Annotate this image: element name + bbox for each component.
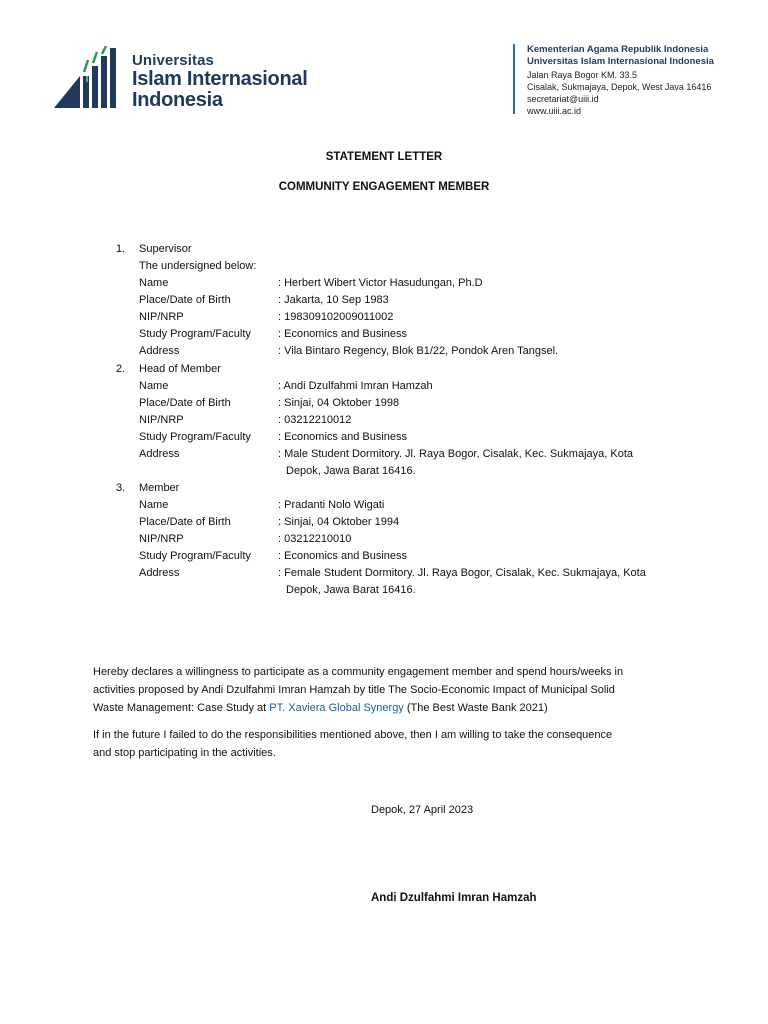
field-label: Place/Date of Birth	[139, 294, 231, 306]
address-line-2: Cisalak, Sukmajaya, Depok, West Java 16416	[527, 81, 712, 92]
field-label: Study Program/Faculty	[139, 550, 251, 562]
company-link[interactable]: PT. Xaviera Global Synergy	[269, 702, 404, 714]
declaration-text: (The Best Waste Bank 2021)	[403, 702, 548, 714]
logo-line-2: Islam Internasional	[132, 68, 308, 90]
commitment-line: and stop participating in the activities.	[93, 747, 276, 759]
supervisor-program: : Economics and Business	[278, 328, 408, 340]
commitment-paragraph	[93, 726, 683, 762]
logo-wordmark	[132, 52, 307, 111]
field-label: Name	[139, 380, 169, 392]
head-program: : Economics and Business	[278, 431, 408, 443]
field-label: NIP/NRP	[139, 311, 184, 323]
letter-subtitle: COMMUNITY ENGAGEMENT MEMBER	[278, 181, 490, 193]
head-name: : Andi Dzulfahmi Imran Hamzah	[278, 380, 433, 392]
section-number: 1.	[116, 243, 126, 255]
field-label: Place/Date of Birth	[139, 516, 231, 528]
letter-title: STATEMENT LETTER	[325, 151, 443, 163]
field-label: NIP/NRP	[139, 533, 184, 545]
uiii-logo-icon	[54, 46, 122, 112]
section-heading: Member	[139, 482, 180, 494]
commitment-line: If in the future I failed to do the responsibilities mentioned above, then I am willing to take the consequence	[93, 729, 613, 741]
supervisor-birth: : Jakarta, 10 Sep 1983	[278, 294, 389, 306]
member-address-line-2: Depok, Jawa Barat 16416.	[286, 584, 416, 596]
declaration-line: Hereby declares a willingness to participate as a community engagement member and spend hours/weeks in	[93, 666, 624, 678]
field-label: Name	[139, 277, 169, 289]
section-number: 3.	[116, 482, 126, 494]
member-name: : Pradanti Nolo Wigati	[278, 499, 385, 511]
field-label: Name	[139, 499, 169, 511]
member-address-line-1: : Female Student Dormitory. Jl. Raya Bogor, Cisalak, Kec. Sukmajaya, Kota	[278, 567, 646, 579]
ministry-name: Kementerian Agama Republik Indonesia	[527, 44, 709, 55]
member-nip: : 03212210010	[278, 533, 352, 545]
university-logo	[54, 46, 314, 116]
declaration-line: activities proposed by Andi Dzulfahmi Imran Hamzah by title The Socio-Economic Impact of Municipal Solid	[93, 684, 615, 696]
field-label: Address	[139, 448, 180, 460]
supervisor-address: : Vila Bintaro Regency, Blok B1/22, Pondok Aren Tangsel.	[278, 345, 559, 357]
section-number: 2.	[116, 363, 126, 375]
logo-line-3: Indonesia	[132, 89, 223, 111]
field-label: Address	[139, 345, 180, 357]
supervisor-name: : Herbert Wibert Victor Hasudungan, Ph.D	[278, 277, 483, 289]
declaration-paragraph	[93, 663, 683, 717]
field-label: Study Program/Faculty	[139, 431, 251, 443]
declaration-line	[93, 699, 683, 717]
logo-line-1: Universitas	[132, 52, 214, 69]
signer-name: Andi Dzulfahmi Imran Hamzah	[371, 892, 537, 904]
member-program: : Economics and Business	[278, 550, 408, 562]
field-label: Place/Date of Birth	[139, 397, 231, 409]
field-label: Address	[139, 567, 180, 579]
section-heading: Supervisor	[139, 243, 192, 255]
letterhead-contact	[513, 44, 714, 117]
head-address-line-1: : Male Student Dormitory. Jl. Raya Bogor, Cisalak, Kec. Sukmajaya, Kota	[278, 448, 634, 460]
declaration-text: Waste Management: Case Study at	[93, 702, 270, 714]
contact-website: www.uiii.ac.id	[527, 106, 582, 117]
university-name: Universitas Islam Internasional Indonesia	[527, 56, 714, 68]
field-label: Study Program/Faculty	[139, 328, 251, 340]
head-address-line-2: Depok, Jawa Barat 16416.	[286, 465, 416, 477]
member-birth: : Sinjai, 04 Oktober 1994	[278, 516, 400, 528]
place-date: Depok, 27 April 2023	[371, 804, 474, 816]
head-birth: : Sinjai, 04 Oktober 1998	[278, 397, 400, 409]
head-nip: : 03212210012	[278, 414, 352, 426]
section-heading: Head of Member	[139, 363, 221, 375]
field-label: NIP/NRP	[139, 414, 184, 426]
address-line-1: Jalan Raya Bogor KM. 33.5	[527, 69, 638, 80]
supervisor-nip: : 198309102009011002	[278, 311, 394, 323]
contact-email: secretariat@uiii.id	[527, 94, 599, 105]
section-intro: The undersigned below:	[139, 260, 257, 272]
